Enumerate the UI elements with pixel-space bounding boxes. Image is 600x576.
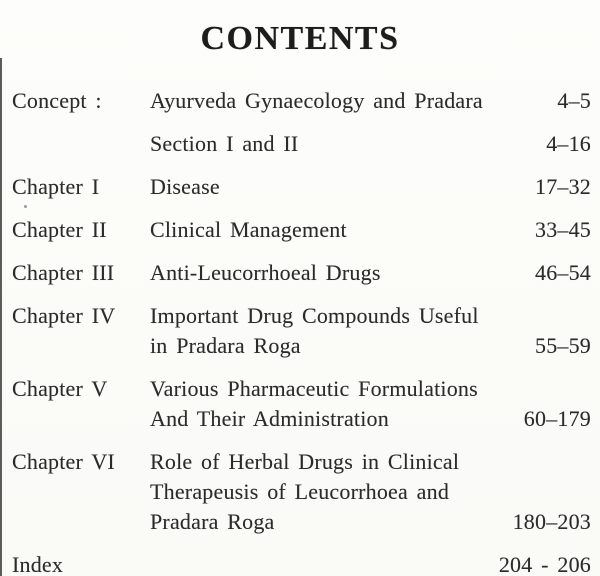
toc-entry-label: Index [12,552,64,576]
toc-entry [12,215,600,245]
toc-entry-label: Chapter V [12,376,108,401]
toc-entry-title-line: Anti-Leucorrhoeal Drugs [150,260,381,285]
toc-entry-pages: 204 - 206 [498,552,591,576]
toc-entry-pages: 180–203 [512,509,591,534]
toc-entry-pages: 17–32 [535,174,591,199]
toc-entry-pages: 46–54 [535,260,591,285]
toc-entry-label: Concept : [12,88,102,113]
scan-edge-artifact [0,58,2,576]
toc-entry-title [150,172,499,202]
toc-entry-title [150,215,499,245]
toc-entry-label: Chapter II [12,217,107,242]
toc-entry-label: Chapter I [12,174,100,199]
toc-entry [12,550,600,576]
toc-entry-title-line: Pradara Roga [150,509,275,534]
toc-entry-title-line: Clinical Management [150,217,347,242]
toc-entry-title-line: Role of Herbal Drugs in Clinical [150,449,460,474]
toc-entry-title-line: Disease [150,174,220,199]
toc-entry-title-line: Important Drug Compounds Useful [150,303,479,328]
toc-entry-title [150,129,499,159]
toc-entry-pages: 55–59 [535,333,591,358]
toc-entry-label: Chapter III [12,260,115,285]
toc-entry-title-line: Section I and II [150,131,299,156]
scan-speck-artifact [24,205,27,208]
toc-entry [12,129,600,159]
toc-entry-label: Chapter IV [12,303,116,328]
toc-entry-title [150,86,499,116]
page-title: CONTENTS [200,20,400,57]
toc-entry-pages: 4–16 [546,131,591,156]
toc-entry [12,86,600,116]
toc-entry-title [150,258,499,288]
toc-list [0,86,600,576]
toc-entry-label: Chapter VI [12,449,115,474]
toc-entry-pages: 4–5 [557,88,591,113]
toc-entry-title-line: And Their Administration [150,406,389,431]
toc-entry [12,374,600,434]
toc-entry [12,447,600,537]
toc-entry-pages: 60–179 [523,406,591,431]
toc-entry-title-line: in Pradara Roga [150,333,301,358]
toc-entry-title [150,374,499,434]
toc-entry [12,172,600,202]
toc-entry [12,258,600,288]
toc-entry-title [150,447,499,537]
toc-entry-title-line: Therapeusis of Leucorrhoea and [150,479,450,504]
toc-entry-title-line: Ayurveda Gynaecology and Pradara [150,88,483,113]
toc-entry-title-line: Various Pharmaceutic Formulations [150,376,478,401]
toc-entry [12,301,600,361]
toc-entry-pages: 33–45 [535,217,591,242]
toc-entry-title [150,301,499,361]
